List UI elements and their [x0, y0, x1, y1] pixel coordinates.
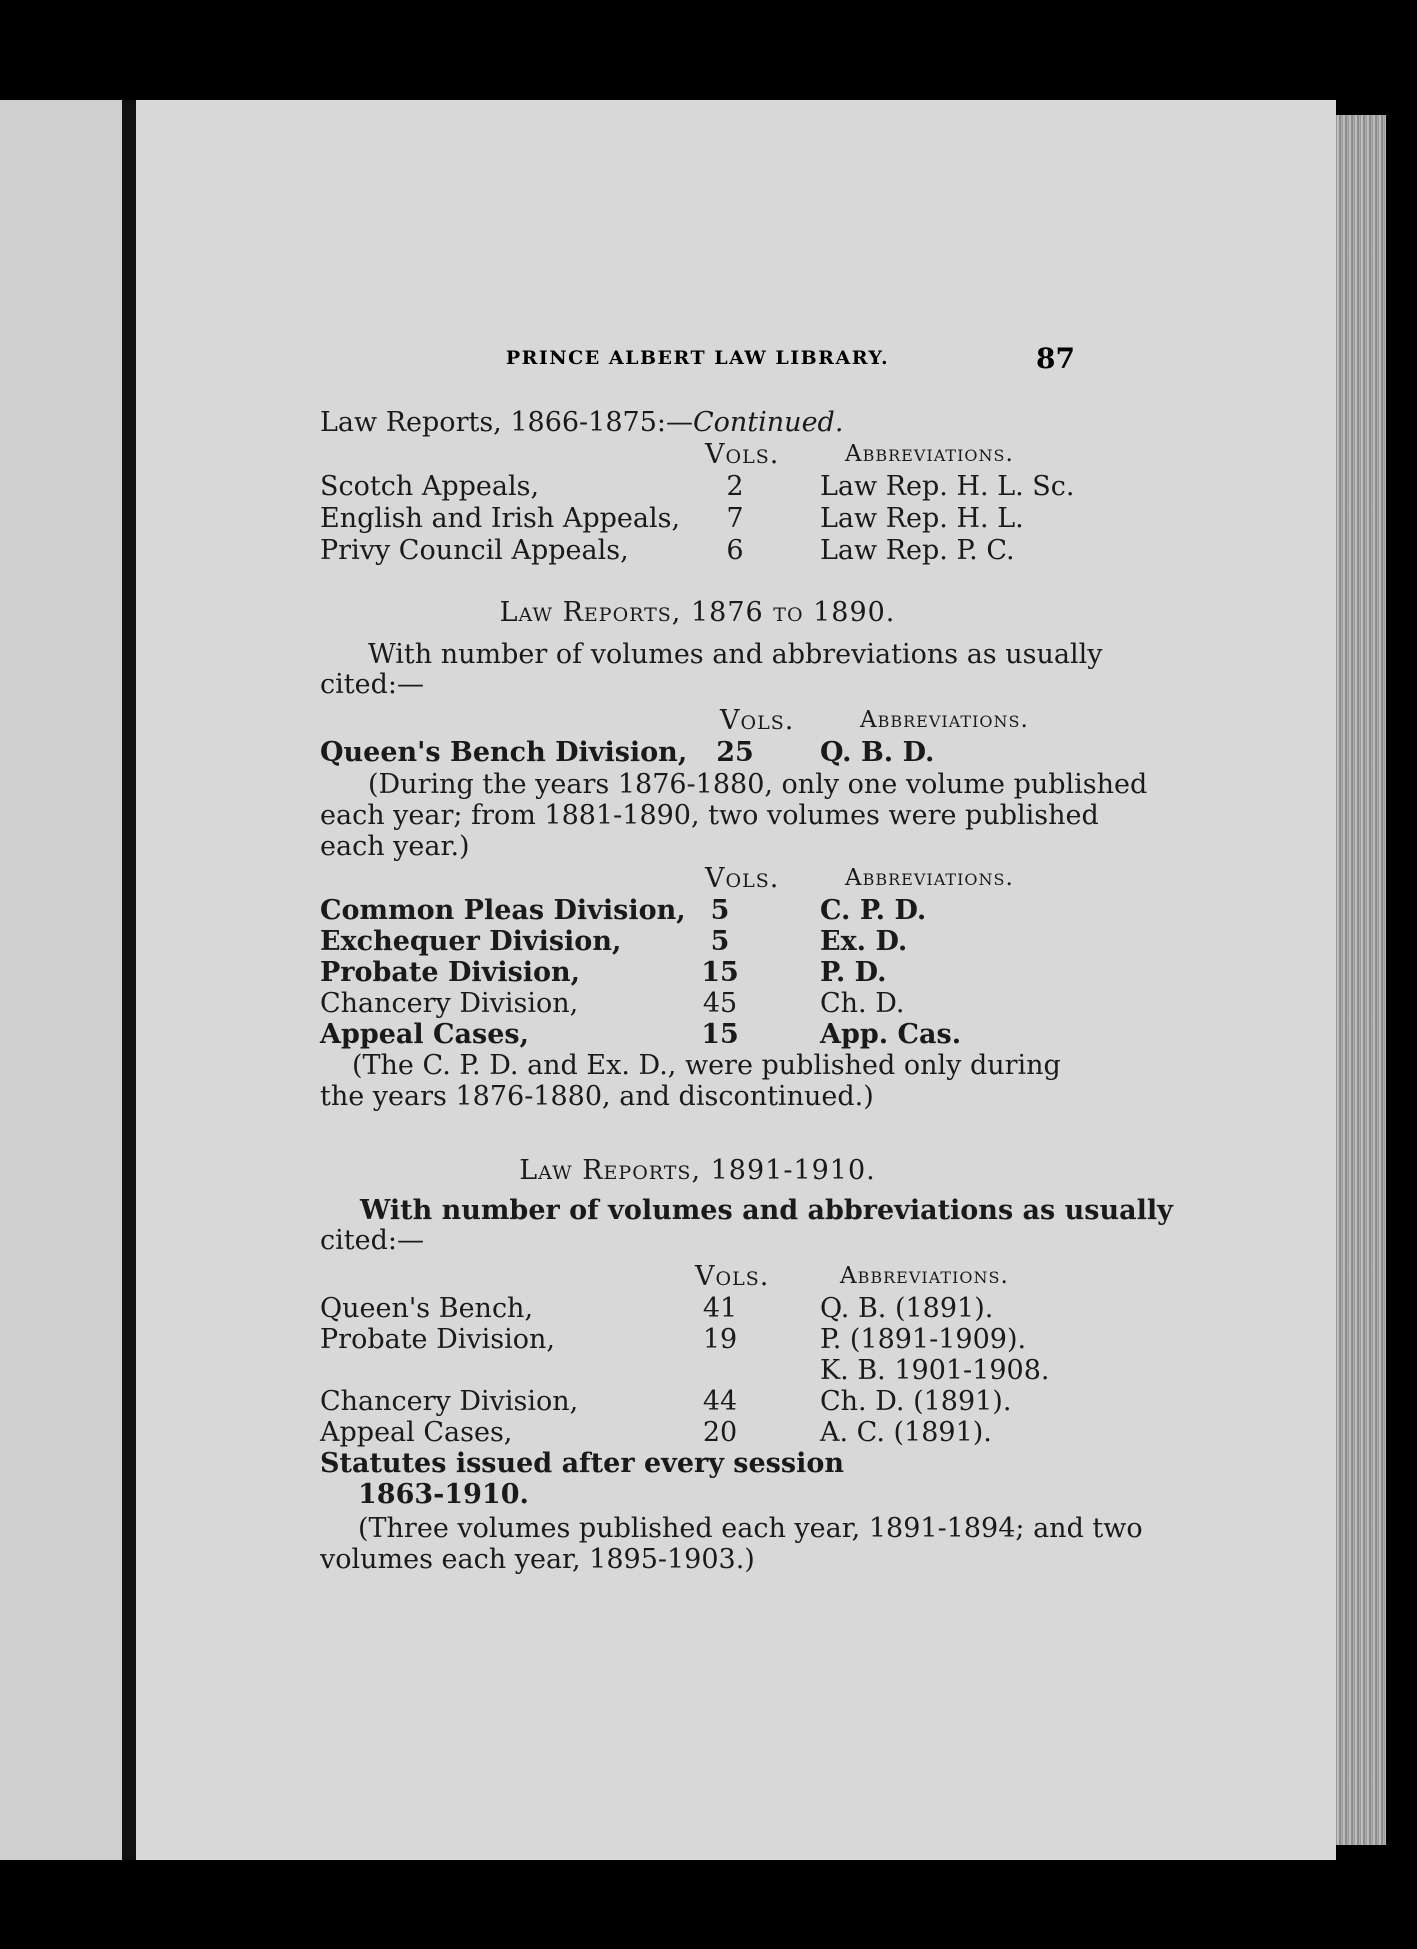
vols-header: Vols.: [705, 863, 780, 894]
table-row: [320, 737, 1075, 768]
note-line: [368, 769, 1147, 800]
section-title: [320, 407, 843, 438]
row-abbr: Law Rep. H. L. Sc.: [820, 471, 1075, 502]
row-abbr: Law Rep. P. C.: [820, 535, 1015, 566]
column-headers: [320, 863, 1075, 894]
binding-gutter: [122, 100, 136, 1860]
page-header: [320, 342, 1075, 379]
row-abbr: Ex. D.: [820, 926, 908, 957]
row-name: Common Pleas Division,: [320, 895, 686, 926]
row-name: Probate Division,: [320, 1324, 556, 1355]
note-line-2: volumes each year, 1895-1903.): [320, 1544, 755, 1575]
row-vols: 5: [710, 895, 730, 926]
intro-line-2: cited:—: [320, 669, 424, 700]
note2-line-2: the years 1876-1880, and discontinued.): [320, 1081, 874, 1112]
row-vols: 5: [710, 926, 730, 957]
intro-line-2: cited:—: [320, 1225, 424, 1256]
abbreviations-header: Abbreviations.: [860, 707, 1029, 733]
section-title-continued: Continued.: [693, 407, 844, 438]
row-name: English and Irish Appeals,: [320, 503, 681, 534]
section-title-text: Law Reports, 1866-1875:—: [320, 407, 693, 438]
intro-line: [360, 1195, 1173, 1226]
abbreviations-header: Abbreviations.: [845, 865, 1014, 891]
table-row: [320, 957, 1075, 988]
note-line: [352, 1050, 1061, 1081]
facing-page-edge: [0, 100, 122, 1860]
table-row: [320, 471, 1075, 502]
section-law-reports-1891-1910: [320, 1155, 1173, 1595]
row-abbr: P. D.: [820, 957, 887, 988]
row-name: Queen's Bench,: [320, 1293, 534, 1324]
row-vols: 19: [702, 1324, 738, 1355]
note-line: [320, 1081, 874, 1112]
statutes-line: [320, 1448, 844, 1479]
note-line-1: (Three volumes published each year, 1891-1894; and two: [358, 1513, 1143, 1544]
page-stack-edge: [1336, 115, 1386, 1845]
row-vols: 20: [702, 1417, 738, 1448]
table-row: [320, 1417, 1075, 1448]
table-row: [320, 1324, 1075, 1355]
running-title: PRINCE ALBERT LAW LIBRARY.: [505, 347, 890, 369]
row-name: Chancery Division,: [320, 1386, 579, 1417]
row-abbr: Ch. D.: [820, 988, 905, 1019]
row-abbr: Q. B. D.: [820, 737, 935, 768]
table-row: [320, 535, 1075, 566]
table-row: [320, 503, 1075, 534]
row-vols: 6: [726, 535, 744, 566]
abbreviations-header: Abbreviations.: [840, 1263, 1009, 1289]
column-headers: [320, 1261, 1075, 1292]
intro-line: [368, 639, 1103, 670]
intro-line: [320, 669, 424, 700]
row-vols: 15: [701, 957, 739, 988]
row-name: Probate Division,: [320, 957, 581, 988]
section-heading: Law Reports, 1876 to 1890.: [499, 597, 896, 628]
row-name: Chancery Division,: [320, 988, 579, 1019]
vols-header: Vols.: [705, 439, 780, 470]
row-abbr: A. C. (1891).: [820, 1417, 992, 1448]
note1-line-2: each year; from 1881-1890, two volumes were published: [320, 800, 1099, 831]
row-vols: 25: [716, 737, 754, 768]
row-abbr: App. Cas.: [820, 1019, 962, 1050]
note-line: [358, 1513, 1143, 1544]
row-abbr: Q. B. (1891).: [820, 1293, 994, 1324]
intro-line-1: With number of volumes and abbreviations as usually: [360, 1195, 1173, 1226]
row-name: Privy Council Appeals,: [320, 535, 629, 566]
section-heading: Law Reports, 1891-1910.: [519, 1155, 876, 1186]
vols-header: Vols.: [695, 1261, 770, 1292]
row-abbr: P. (1891-1909).: [820, 1324, 1027, 1355]
row-vols: 7: [726, 503, 744, 534]
table-row: [320, 988, 1075, 1019]
note-line: [320, 1544, 755, 1575]
row-name: Appeal Cases,: [320, 1417, 513, 1448]
row-abbr: K. B. 1901-1908.: [820, 1355, 1050, 1386]
row-name: Scotch Appeals,: [320, 471, 540, 502]
row-abbr: Ch. D. (1891).: [820, 1386, 1012, 1417]
statutes-line-2: 1863-1910.: [358, 1479, 529, 1510]
table-row: [320, 1355, 1075, 1386]
note1-line-3: each year.): [320, 831, 470, 862]
column-headers: [320, 705, 1075, 736]
section-law-reports-1876-1890: [320, 597, 1148, 1117]
note-line: [320, 831, 470, 862]
table-row: [320, 1386, 1075, 1417]
statutes-line-1: Statutes issued after every session: [320, 1448, 844, 1479]
row-name: Queen's Bench Division,: [320, 737, 688, 768]
vols-header: Vols.: [720, 705, 795, 736]
table-row: [320, 1293, 1075, 1324]
table-row: [320, 1019, 1075, 1050]
table-row: [320, 895, 1075, 926]
row-vols: 41: [702, 1293, 738, 1324]
row-vols: 45: [702, 988, 738, 1019]
note-line: [320, 800, 1099, 831]
table-row: [320, 926, 1075, 957]
row-vols: 2: [726, 471, 744, 502]
note2-line-1: (The C. P. D. and Ex. D., were published only during: [352, 1050, 1061, 1081]
row-abbr: C. P. D.: [820, 895, 927, 926]
row-name: Appeal Cases,: [320, 1019, 529, 1050]
statutes-line: [358, 1479, 529, 1510]
row-name: Exchequer Division,: [320, 926, 622, 957]
row-vols: 15: [701, 1019, 739, 1050]
column-headers: [320, 439, 1075, 470]
row-vols: 44: [702, 1386, 738, 1417]
row-abbr: Law Rep. H. L.: [820, 503, 1024, 534]
intro-line-1: With number of volumes and abbreviations as usually: [368, 639, 1103, 670]
abbreviations-header: Abbreviations.: [845, 441, 1014, 467]
intro-line: [320, 1225, 424, 1256]
page-number: 87: [1036, 342, 1075, 375]
note1-line-1: (During the years 1876-1880, only one volume published: [368, 769, 1148, 800]
